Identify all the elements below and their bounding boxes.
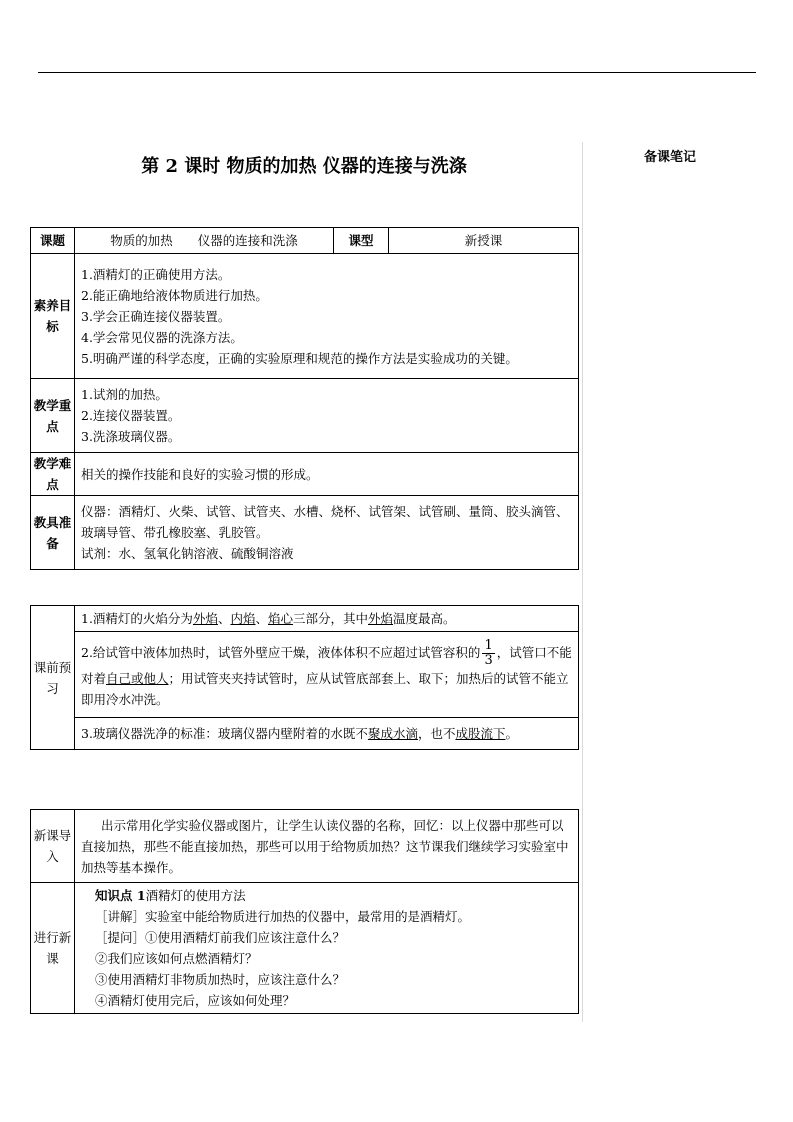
blank-answer: 自己或他人 — [106, 671, 169, 686]
knowledge-point-title: 知识点 1酒精灯的使用方法 — [95, 888, 246, 903]
prep-cell — [75, 496, 579, 570]
preview-item-1: 1.酒精灯的火焰分为外焰、内焰、焰心三部分，其中外焰温度最高。 — [75, 606, 579, 632]
preview-label: 课前预习 — [31, 606, 75, 750]
intro-label: 新课导入 — [31, 810, 75, 883]
difficulty-text: 相关的操作技能和良好的实验习惯的形成。 — [75, 453, 579, 496]
key-point-item: 2.连接仪器装置。 — [81, 408, 181, 423]
key-points-cell — [75, 379, 579, 453]
blank-answer: 外焰 — [192, 611, 218, 626]
new-lesson-row — [31, 883, 579, 1014]
intro-row — [31, 810, 579, 883]
preview-row-2 — [31, 632, 579, 718]
new-lesson-table — [30, 809, 579, 1014]
goal-item: 3.学会正确连接仪器装置。 — [81, 308, 231, 324]
lesson-line: ［提问］①使用酒精灯前我们应该注意什么？ — [95, 930, 346, 945]
goal-item: 2.能正确地给液体物质进行加热。 — [81, 287, 268, 303]
blank-answer: 内焰 — [230, 611, 256, 626]
lesson-line: ②我们应该如何点燃酒精灯？ — [95, 951, 258, 966]
blank-answer: 外焰 — [368, 611, 394, 626]
goals-label: 素养目标 — [31, 254, 75, 379]
topic-label: 课题 — [31, 228, 75, 254]
type-label: 课型 — [334, 228, 389, 254]
prep-label: 教具准备 — [31, 496, 75, 570]
lesson-overview-table — [30, 227, 579, 570]
blank-answer: 焰心 — [268, 611, 294, 626]
key-point-item: 1.试剂的加热。 — [81, 387, 168, 402]
intro-text: 出示常用化学实验仪器或图片，让学生认读仪器的名称，回忆：以上仪器中那些可以直接加热，那些不能直接加热，那些可以用于给物质加热？这节课我们继续学习实验室中加热等基本操作。 — [75, 810, 579, 883]
preview-item-2: 2.给试管中液体加热时，试管外壁应干燥，液体体积不应超过试管容积的 $\frac{1}{3}$ ，试管口不能对着自己或他人；用试管夹夹持试管时，应从试管底部套上、取下；加热后的试管不能立即用冷水冲洗。 — [75, 632, 579, 718]
preview-table — [30, 605, 579, 750]
prep-instruments: 仪器：酒精灯、火柴、试管、试管夹、水槽、烧杯、试管架、试管刷、量筒、胶头滴管、玻璃导管、带孔橡胶塞、乳胶管。 — [81, 504, 569, 540]
fraction: $\frac{1}{3}$ — [484, 638, 493, 668]
preview-item-3: 3.玻璃仪器洗净的标准：玻璃仪器内壁附着的水既不聚成水滴，也不成股流下。 — [75, 718, 579, 750]
goal-item: 5.明确严谨的科学态度，正确的实验原理和规范的操作方法是实验成功的关键。 — [81, 350, 518, 366]
type-value: 新授课 — [389, 228, 579, 254]
preview-row-3 — [31, 718, 579, 750]
key-points-row — [31, 379, 579, 453]
prep-row — [31, 496, 579, 570]
prep-reagents: 试剂：水、氢氧化钠溶液、硫酸铜溶液 — [81, 546, 294, 561]
difficulty-row — [31, 453, 579, 496]
lesson-line: ［讲解］实验室中能给物质进行加热的仪器中，最常用的是酒精灯。 — [95, 909, 471, 924]
goal-item: 1.酒精灯的正确使用方法。 — [81, 266, 231, 282]
new-lesson-label: 进行新课 — [31, 883, 75, 1014]
blank-answer: 成股流下 — [455, 726, 506, 741]
new-lesson-cell — [75, 883, 579, 1014]
notes-divider — [582, 142, 583, 1022]
difficulty-label: 教学难点 — [31, 453, 75, 496]
topic-row — [31, 228, 579, 254]
preview-row-1 — [31, 606, 579, 632]
lesson-line: ③使用酒精灯非物质加热时，应该注意什么？ — [95, 972, 346, 987]
topic-value: 物质的加热 仪器的连接和洗涤 — [75, 228, 334, 254]
goals-cell — [75, 254, 579, 379]
notes-title: 备课笔记 — [644, 150, 697, 165]
key-point-item: 3.洗涤玻璃仪器。 — [81, 429, 181, 444]
page-title: 第 2 课时 物质的加热 仪器的连接与洗涤 — [141, 156, 467, 177]
goals-row — [31, 254, 579, 379]
lesson-line: ④酒精灯使用完后，应该如何处理？ — [95, 993, 296, 1008]
goal-item: 4.学会常见仪器的洗涤方法。 — [81, 329, 243, 345]
key-points-label: 教学重点 — [31, 379, 75, 453]
top-rule — [38, 72, 756, 73]
blank-answer: 聚成水滴 — [367, 726, 418, 741]
